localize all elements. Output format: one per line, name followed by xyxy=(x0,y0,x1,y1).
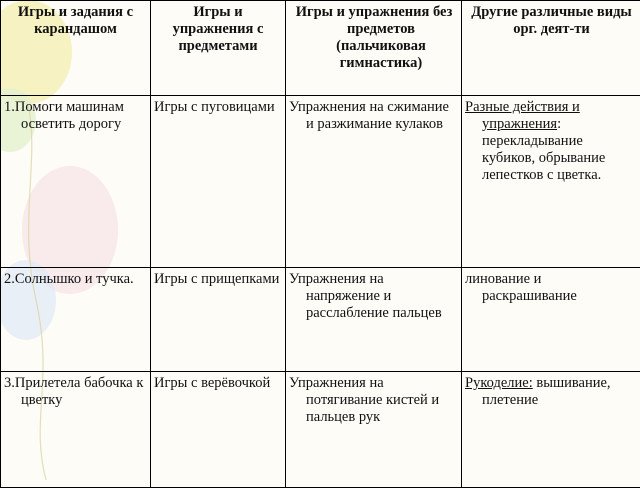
header-cell: Игры и упражнения с предметами xyxy=(151,1,286,96)
table-cell xyxy=(462,96,640,268)
table-cell xyxy=(462,372,640,488)
table-header-row xyxy=(1,1,640,96)
header-cell: Другие различные виды орг. деят-ти xyxy=(462,1,640,96)
table-cell: 3.Прилетела бабочка к цветку xyxy=(1,372,151,488)
cell-link-text: Рукоделие: xyxy=(465,375,533,391)
table-cell: Игры с прищепками xyxy=(151,268,286,372)
table-cell: Упражнения на сжимание и разжимание кулаков xyxy=(286,96,462,268)
table-row xyxy=(1,268,640,372)
table-cell: 1.Помоги машинам осветить дорогу xyxy=(1,96,151,268)
header-cell: Игры и упражнения без предметов (пальчиковая гимнастика) xyxy=(286,1,462,96)
table-cell: Упражнения на потягивание кистей и пальцев рук xyxy=(286,372,462,488)
table-cell: 2.Солнышко и тучка. xyxy=(1,268,151,372)
table-cell: Игры с верёвочкой xyxy=(151,372,286,488)
table-cell: Игры с пуговицами xyxy=(151,96,286,268)
cell-text: : xyxy=(557,116,561,132)
table-cell: Упражнения на напряжение и расслабление пальцев xyxy=(286,268,462,372)
cell-text: перекладывание кубиков, обрывание лепестков с цветка. xyxy=(482,133,605,183)
table-row xyxy=(1,96,640,268)
table-row xyxy=(1,372,640,488)
header-cell: Игры и задания с карандашом xyxy=(1,1,151,96)
cell-link-text: Разные действия и упражнения xyxy=(465,99,580,132)
cell-text: вышивание, плетение xyxy=(482,375,611,408)
table-cell: линование и раскрашивание xyxy=(462,268,640,372)
